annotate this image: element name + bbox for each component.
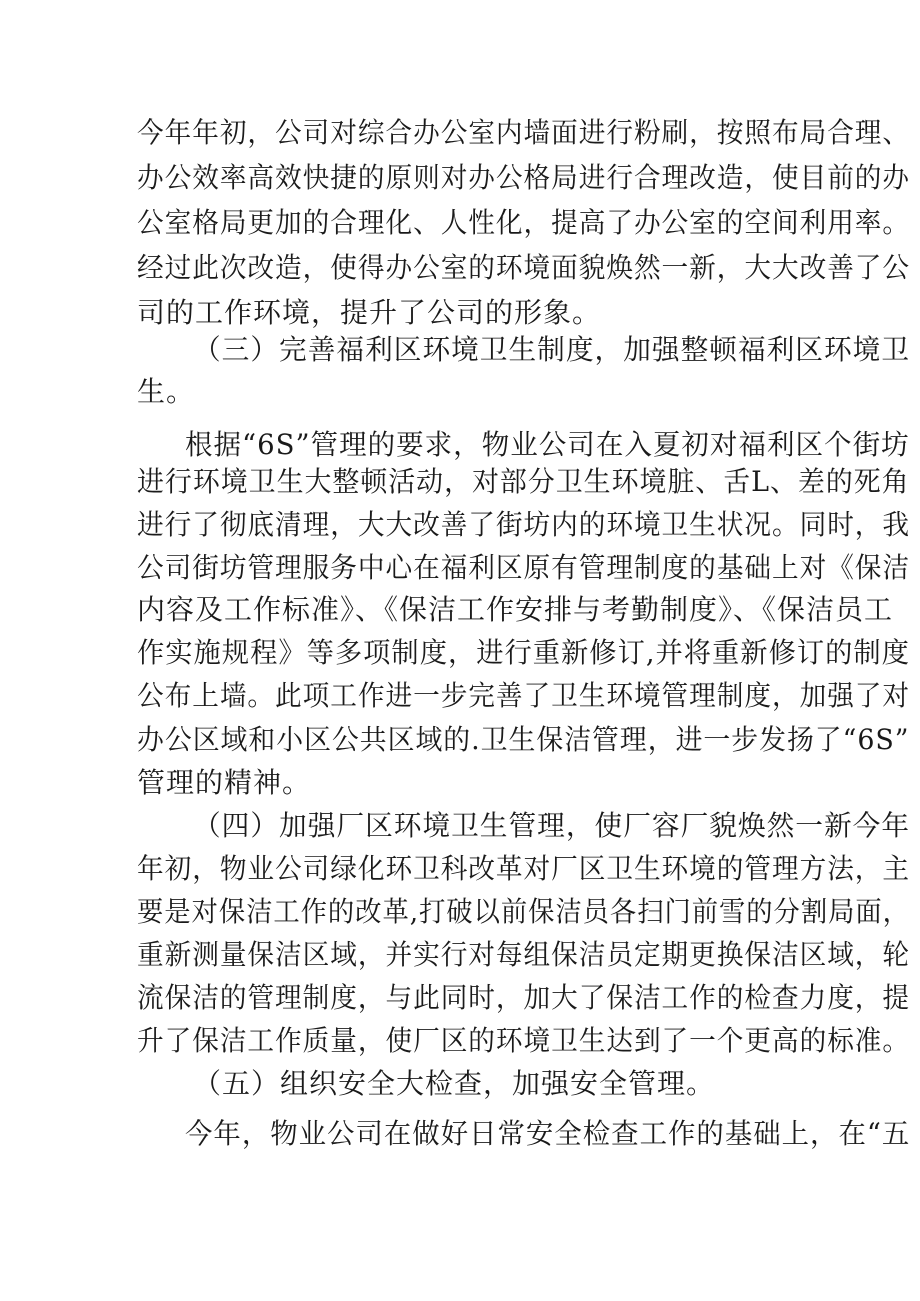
text-line: 生。 xyxy=(137,375,196,408)
text-line: 公布上墙。此项工作进一步完善了卫生环境管理制度，加强了对 xyxy=(137,679,911,712)
text-line: 进行了彻底清理，大大改善了街坊内的环境卫生状况。同时，我 xyxy=(137,508,911,541)
text-line: 今年年初，公司对综合办公室内墙面进行粉刷，按照布局合理、 xyxy=(137,116,911,149)
text-line: 内容及工作标准》、《保洁工作安排与考勤制度》、《保洁员工 xyxy=(137,593,894,626)
text-line: 流保洁的管理制度，与此同时，加大了保洁工作的检查力度，提 xyxy=(137,981,911,1014)
text-line: 司的工作环境，提升了公司的形象。 xyxy=(137,296,602,329)
section-heading-5: （五）组织安全大检查，加强安全管理。 xyxy=(193,1067,716,1100)
text-line: 公室格局更加的合理化、人性化，提高了办公室的空间利用率。 xyxy=(137,206,911,239)
text-line: 要是对保洁工作的改革,打破以前保洁员各扫门前雪的分割局面， xyxy=(137,895,910,928)
text-line: 经过此次改造，使得办公室的环境面貌焕然一新，大大改善了公 xyxy=(137,251,911,284)
text-line: 公司街坊管理服务中心在福利区原有管理制度的基础上对《保洁 xyxy=(137,551,911,584)
text-line: 作实施规程》等多项制度，进行重新修订,并将重新修订的制度 xyxy=(137,636,910,669)
text-line: 升了保洁工作质量，使厂区的环境卫生达到了一个更高的标准。 xyxy=(137,1024,911,1057)
text-line: 办公区域和小区公共区域的.卫生保洁管理，进一步发扬了“6S” xyxy=(137,723,910,756)
section-heading-3: （三）完善福利区环境卫生制度，加强整顿福利区环境卫 xyxy=(193,333,911,366)
text-line: 管理的精神。 xyxy=(137,766,312,799)
text-line: 办公效率高效快捷的原则对办公格局进行合理改造，使目前的办 xyxy=(137,161,911,194)
paragraph-start: 根据“6S”管理的要求，物业公司在入夏初对福利区个街坊 xyxy=(185,428,910,461)
paragraph-start: 今年，物业公司在做好日常安全检查工作的基础上，在“五 xyxy=(185,1117,911,1150)
text-line: 年初，物业公司绿化环卫科改革对厂区卫生环境的管理方法，主 xyxy=(137,852,911,885)
text-line: 进行环境卫生大整顿活动，对部分卫生环境脏、舌L、差的死角 xyxy=(137,465,910,498)
text-line: 重新测量保洁区域，并实行对每组保洁员定期更换保洁区域，轮 xyxy=(137,938,911,971)
section-heading-4: （四）加强厂区环境卫生管理，使厂容厂貌焕然一新今年 xyxy=(193,809,911,842)
